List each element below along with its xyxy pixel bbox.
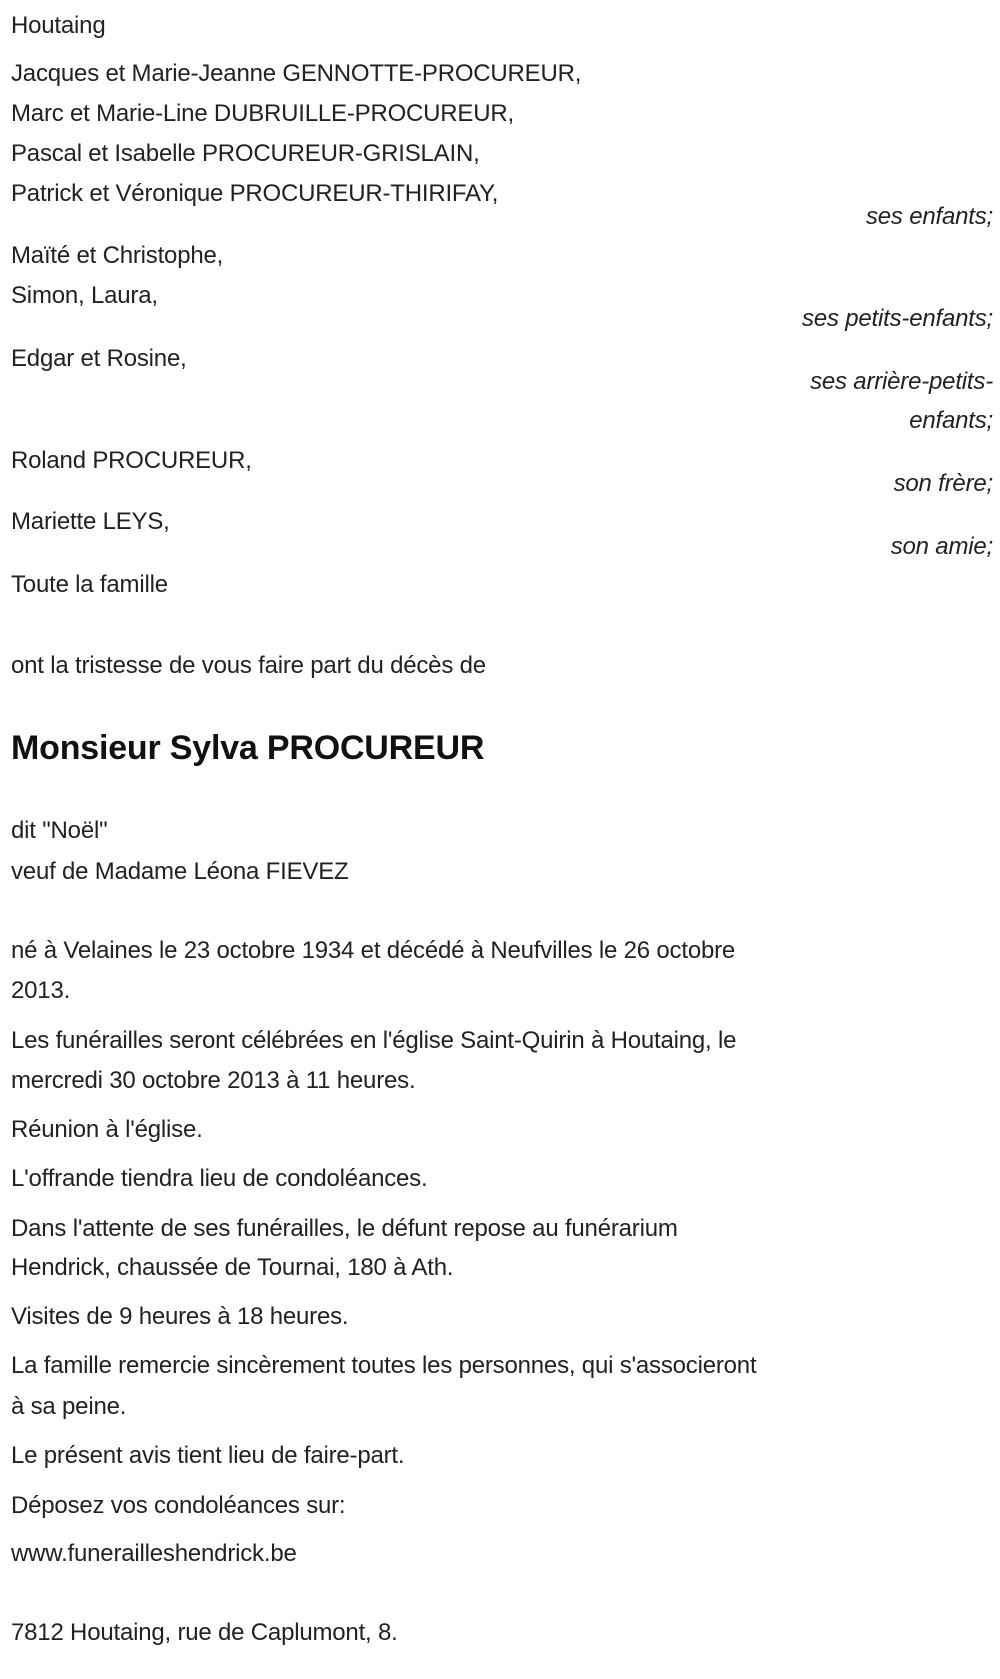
family: Toute la famille (11, 571, 168, 598)
great-grandchildren-role: enfants; (909, 407, 993, 434)
meeting: Réunion à l'église. (11, 1116, 203, 1143)
great-grandchild-line: Edgar et Rosine, (11, 345, 187, 372)
birth-death: 2013. (11, 977, 71, 1004)
grandchild-line: Maïté et Christophe, (11, 242, 224, 269)
rest: Hendrick, chaussée de Tournai, 180 à Ath. (11, 1254, 454, 1281)
great-grandchildren-role: ses arrière-petits- (810, 368, 993, 395)
thanks: à sa peine. (11, 1393, 127, 1420)
child-line: Pascal et Isabelle PROCUREUR-GRISLAIN, (11, 140, 480, 167)
brother: Roland PROCUREUR, (11, 447, 252, 474)
deceased-name: Monsieur Sylva PROCUREUR (11, 729, 485, 767)
address: 7812 Houtaing, rue de Caplumont, 8. (11, 1619, 398, 1646)
child-line: Patrick et Véronique PROCUREUR-THIRIFAY, (11, 180, 499, 207)
notice: Le présent avis tient lieu de faire-part. (11, 1442, 405, 1469)
widower: veuf de Madame Léona FIEVEZ (11, 858, 349, 885)
child-line: Jacques et Marie-Jeanne GENNOTTE-PROCUREUR, (11, 60, 582, 87)
children-role: ses enfants; (865, 203, 993, 230)
friend: Mariette LEYS, (11, 508, 170, 535)
grandchildren-role: ses petits-enfants; (802, 305, 993, 332)
condolences: Déposez vos condoléances sur: (11, 1492, 346, 1519)
website-link[interactable]: www.funerailleshendrick.be (11, 1540, 297, 1567)
child-line: Marc et Marie-Line DUBRUILLE-PROCUREUR, (11, 100, 514, 127)
birth-death: né à Velaines le 23 octobre 1934 et décédé à Neufvilles le 26 octobre (11, 937, 736, 964)
thanks: La famille remercie sincèrement toutes les personnes, qui s'associeront (11, 1352, 757, 1379)
place: Houtaing (11, 12, 106, 39)
funeral: mercredi 30 octobre 2013 à 11 heures. (11, 1067, 416, 1094)
nickname: dit "Noël" (11, 817, 108, 844)
offering: L'offrande tiendra lieu de condoléances. (11, 1165, 428, 1192)
brother-role: son frère; (893, 470, 993, 497)
friend-role: son amie; (890, 533, 993, 560)
announcement: ont la tristesse de vous faire part du décès de (11, 652, 486, 679)
rest: Dans l'attente de ses funérailles, le défunt repose au funérarium (11, 1215, 678, 1242)
funeral: Les funérailles seront célébrées en l'église Saint-Quirin à Houtaing, le (11, 1027, 737, 1054)
visits: Visites de 9 heures à 18 heures. (11, 1303, 349, 1330)
grandchild-line: Simon, Laura, (11, 282, 158, 309)
